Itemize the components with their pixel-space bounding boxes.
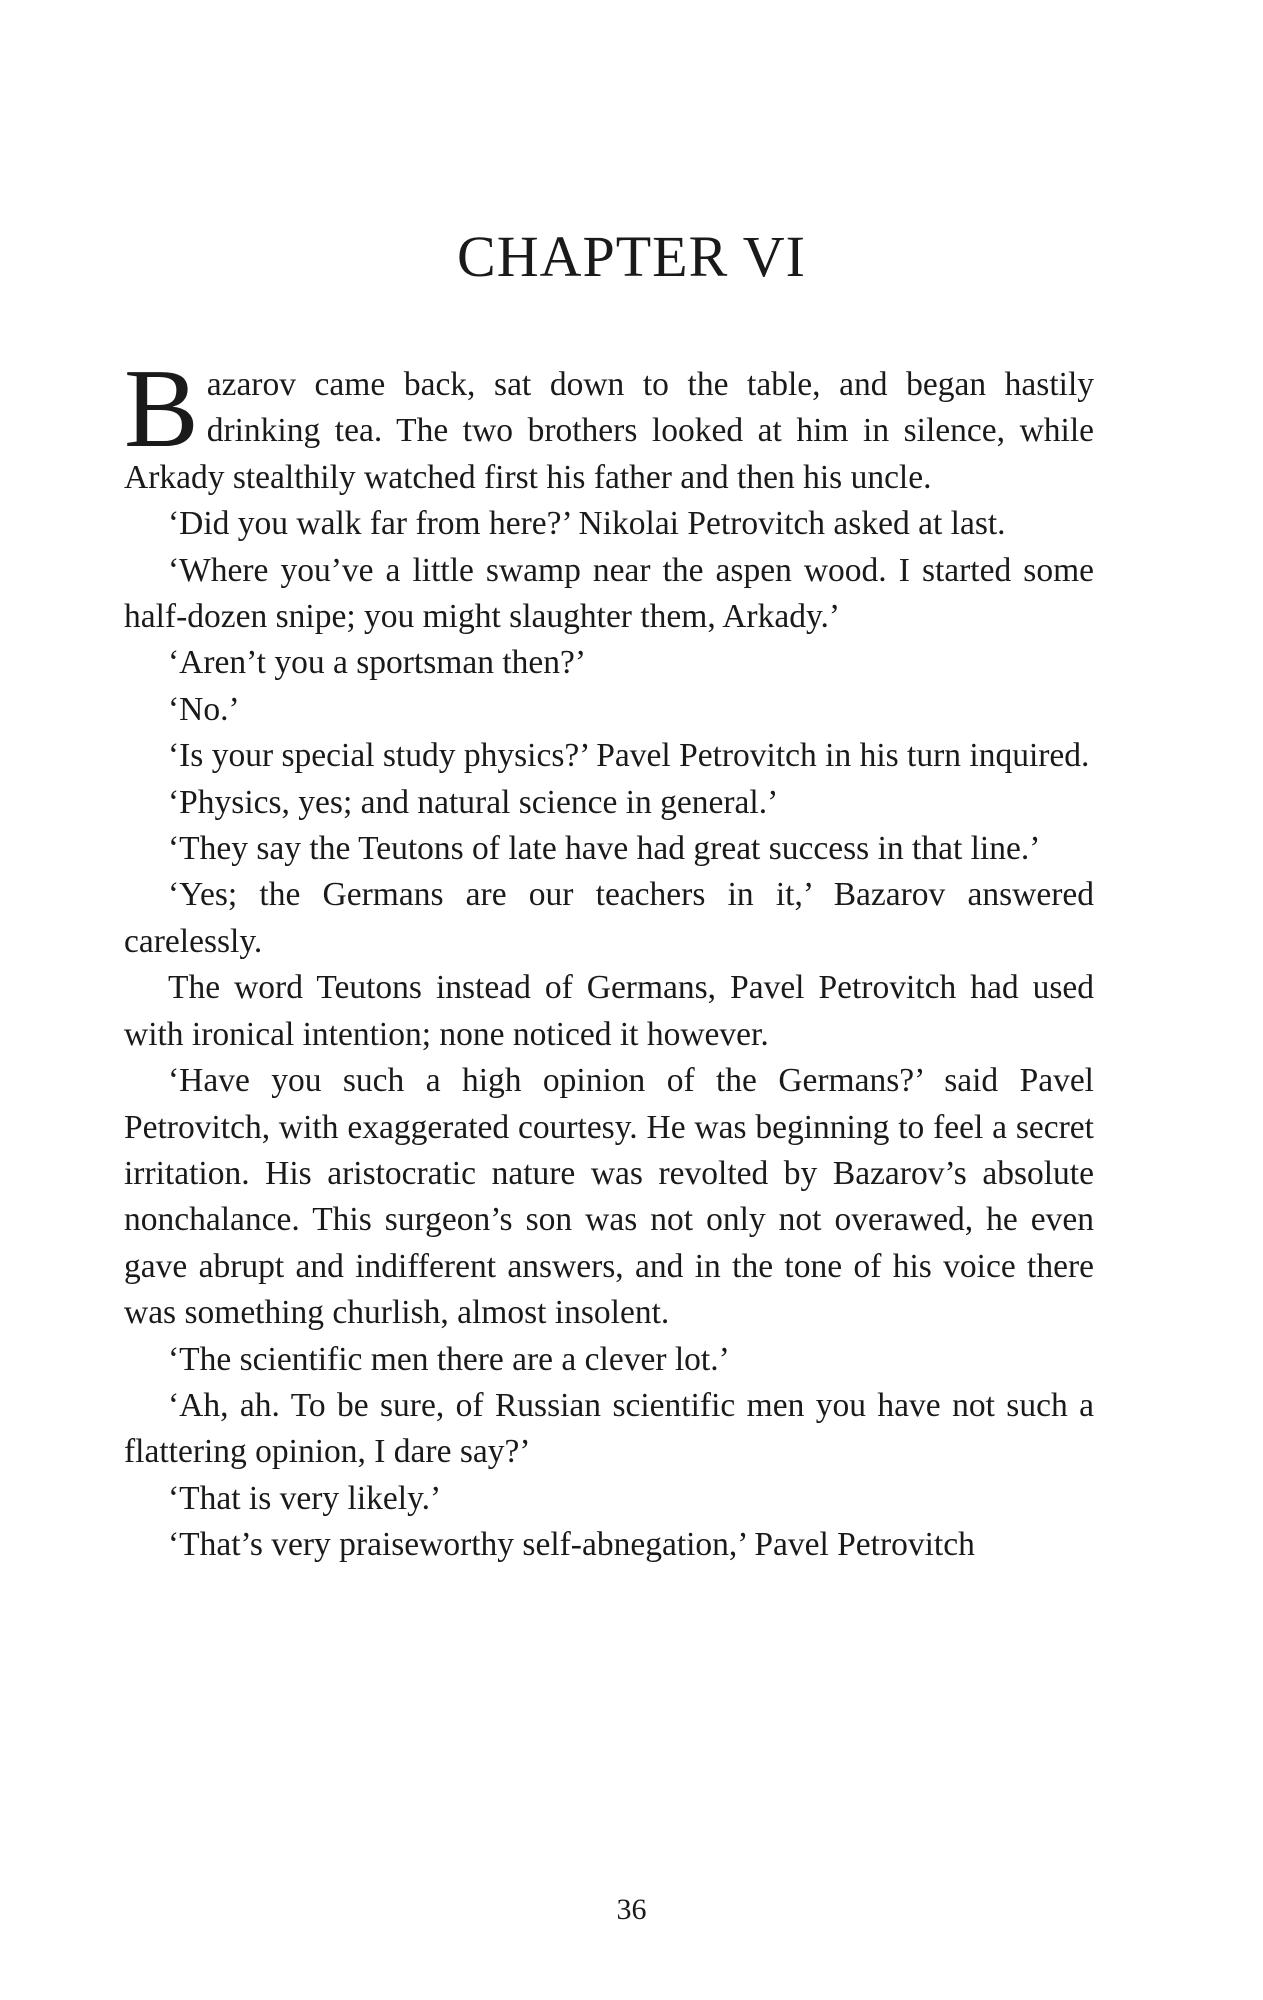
paragraph-14: ‘That is very likely.’ bbox=[168, 1479, 442, 1517]
paragraph-2: ‘Did you walk far from here?’ Nikolai Petrovitch asked at last. bbox=[168, 505, 1006, 543]
paragraph-7: ‘Physics, yes; and natural science in general.’ bbox=[168, 783, 779, 821]
paragraph-5: ‘No.’ bbox=[168, 690, 240, 728]
paragraph-1 bbox=[124, 347, 1094, 501]
page-number: 36 bbox=[616, 1893, 647, 1926]
paragraph-9: ‘Yes; the Germans are our teachers in it,’ Bazarov answered carelessly. bbox=[124, 876, 1094, 960]
paragraph-1-text: azarov came back, sat down to the table, and began hastily drinking tea. The two brothers looked at him in silence, while Arkady stealthily watched first his father and then his uncle. bbox=[124, 366, 1094, 496]
paragraph-11: ‘Have you such a high opinion of the Germans?’ said Pavel Petrovitch, with exaggerated courtesy. He was beginning to feel a secret irritation. His aristocratic nature was revolted by Bazarov’s absolute nonchalance. This surgeon’s son was not only not overawed, he even gave abrupt and indifferent answers, and in the tone of his voice there was something churlish, almost insolent. bbox=[124, 1062, 1094, 1332]
drop-cap: B bbox=[124, 347, 199, 471]
paragraph-4: ‘Aren’t you a sportsman then?’ bbox=[168, 644, 587, 682]
paragraph-15: ‘That’s very praiseworthy self-abnegation,’ Pavel Petrovitch bbox=[168, 1526, 975, 1564]
paragraph-13: ‘Ah, ah. To be sure, of Russian scientific men you have not such a flattering opinion, I dare say?’ bbox=[124, 1386, 1094, 1471]
paragraph-8: ‘They say the Teutons of late have had great success in that line.’ bbox=[168, 830, 1041, 868]
body-text bbox=[124, 347, 1094, 1569]
paragraph-3: ‘Where you’ve a little swamp near the aspen wood. I started some half-dozen snipe; you might slaughter them, Arkady.’ bbox=[124, 551, 1094, 636]
paragraph-6: ‘Is your special study physics?’ Pavel Petrovitch in his turn inquired. bbox=[168, 737, 1090, 775]
paragraph-10: The word Teutons instead of Germans, Pavel Petrovitch had used with ironical intention; none noticed it however. bbox=[124, 969, 1094, 1053]
paragraph-12: ‘The scientific men there are a clever lot.’ bbox=[168, 1340, 730, 1378]
chapter-title: CHAPTER VI bbox=[457, 224, 806, 289]
